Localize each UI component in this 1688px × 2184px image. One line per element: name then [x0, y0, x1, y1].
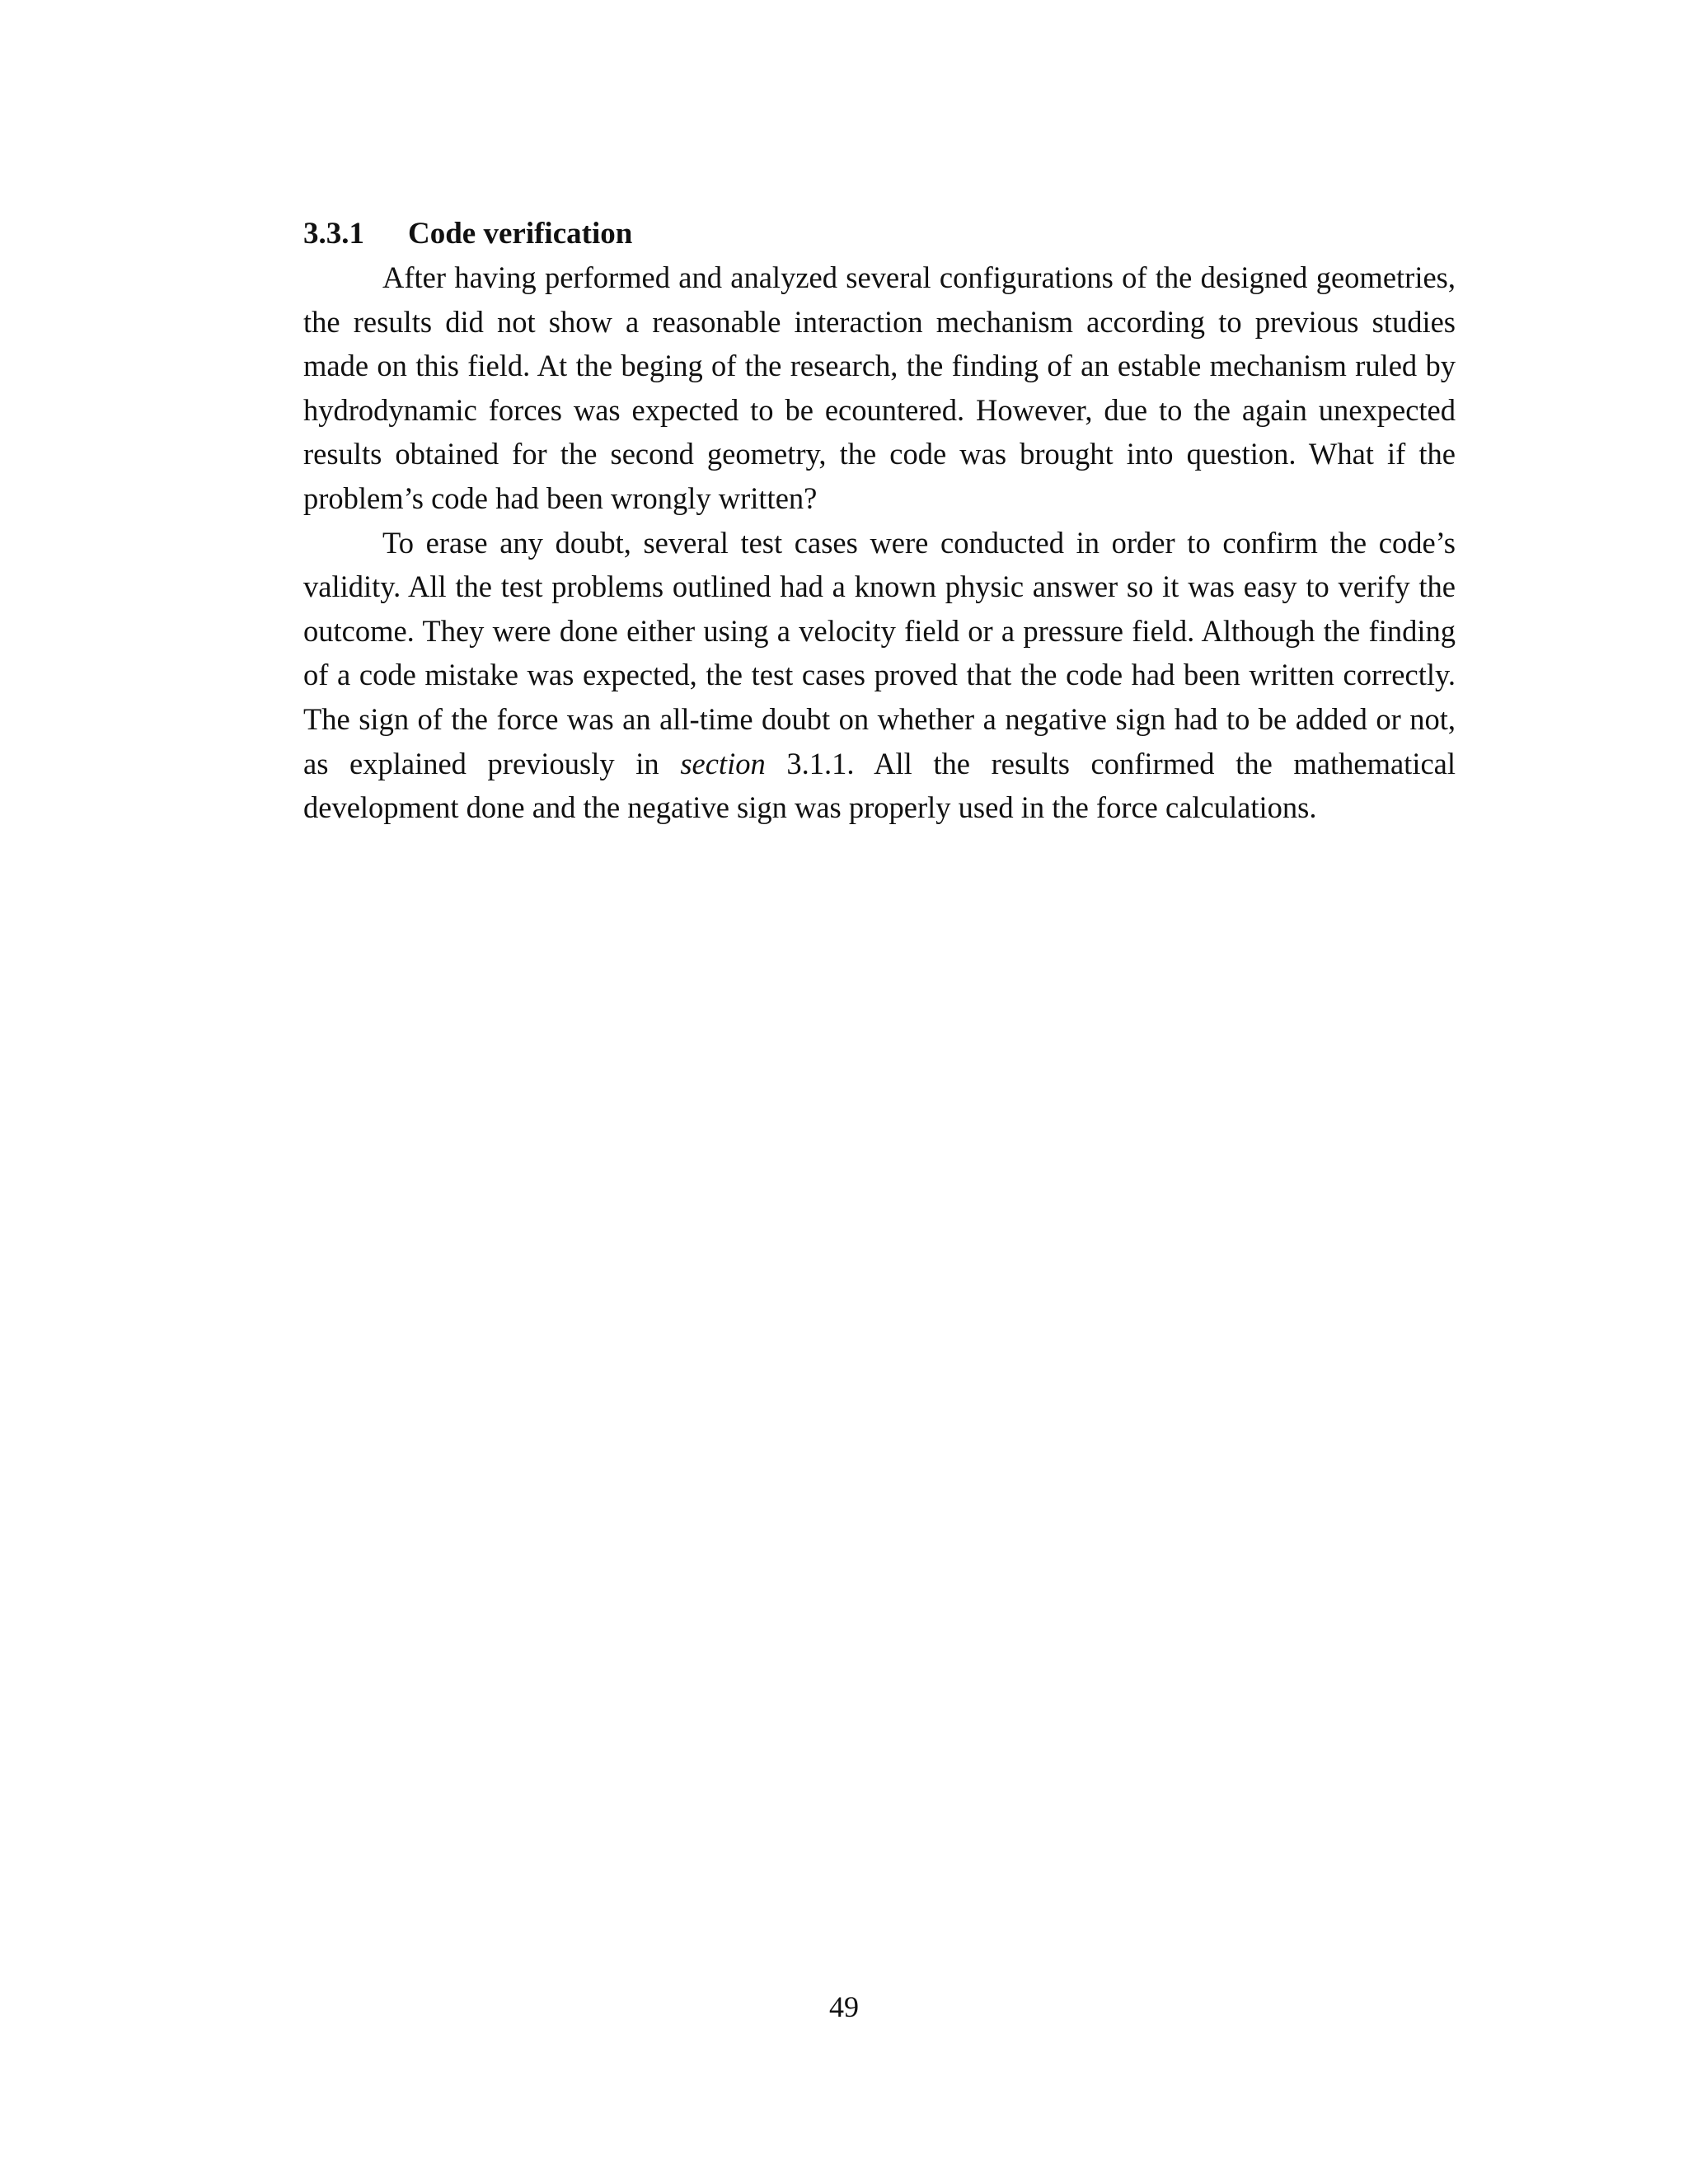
section-reference-word: section — [680, 746, 766, 780]
section-title: Code verification — [408, 217, 633, 251]
page-content — [303, 213, 1456, 830]
paragraph-2-text-after-ref: . All the results confirmed the mathematical development done and the negative sign was properly used in the force calculations. — [303, 746, 1456, 825]
section-number: 3.3.1 — [303, 217, 364, 251]
paragraph-2-text-before-ref: To erase any doubt, several test cases were conducted in order to confirm the code’s validity. All the test problems outlined had a known physic answer so it was easy to verify the outcome. They were done either using a velocity field or a pressure field. Although the finding of a code mistake was expected, the test cases proved that the code had been written correctly. The sign of the force was an all-time doubt on whether a negative sign had to be added or not, as explained previously in — [303, 525, 1456, 780]
paragraph-2 — [303, 521, 1456, 830]
page-number: 49 — [829, 1990, 859, 2023]
paragraph-1: After having performed and analyzed several configurations of the designed geometries, the results did not show a reasonable interaction mechanism according to previous studies made on this field. At the beging of the research, the finding of an estable mechanism ruled by hydrodynamic forces was expected to be ecountered. However, due to the again unexpected results obtained for the second geometry, the code was brought into question. What if the problem’s code had been wrongly written? — [303, 260, 1456, 515]
section-heading — [303, 213, 1456, 255]
section-reference-number: 3.1.1 — [765, 746, 847, 780]
